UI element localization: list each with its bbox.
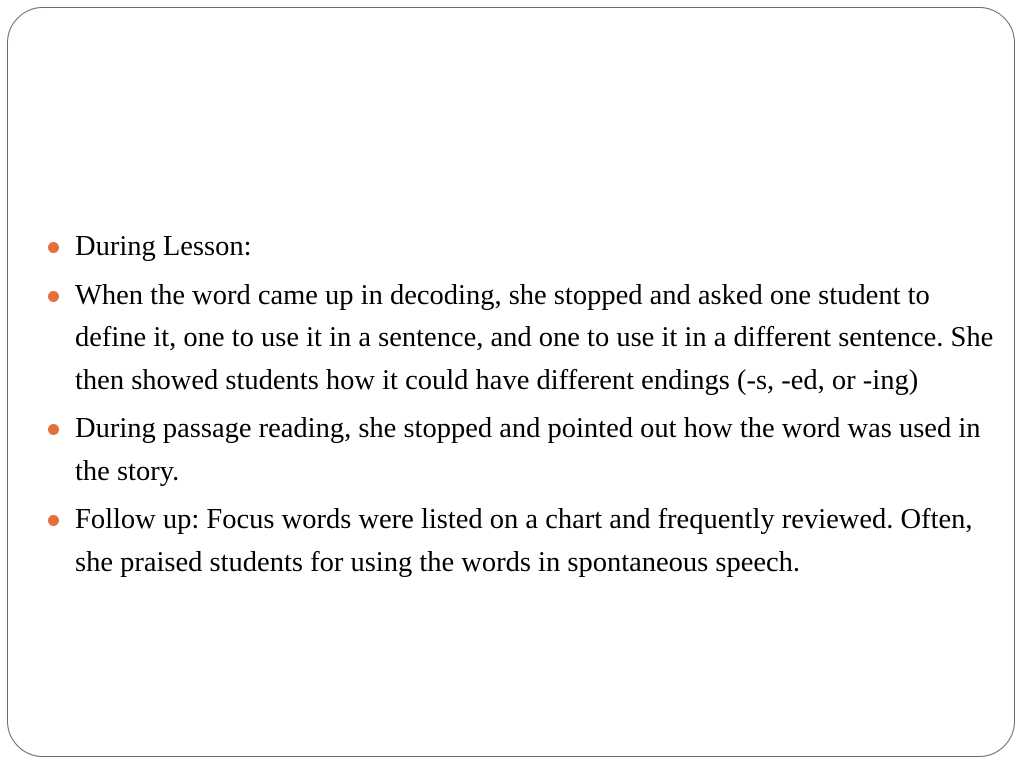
bullet-text: Follow up: Focus words were listed on a chart and frequently reviewed. Often, she praised students for using the words in spontaneous speech. [75,504,973,578]
bullet-item-follow-up [48,499,1008,584]
bullet-text: During Lesson: [75,231,252,262]
bullet-dot-icon [48,515,59,526]
bullet-item-passage-reading [48,408,1008,493]
bullet-dot-icon [48,242,59,253]
bullet-dot-icon [48,291,59,302]
bullet-list [48,226,1008,590]
bullet-text: When the word came up in decoding, she stopped and asked one student to define it, one to use it in a sentence, and one to use it in a different sentence. She then showed students how it could have different endings (-s, -ed, or -ing) [75,279,994,396]
bullet-dot-icon [48,424,59,435]
slide-frame [7,7,1015,757]
bullet-text: During passage reading, she stopped and pointed out how the word was used in the story. [75,413,981,487]
bullet-item-decoding [48,275,1008,403]
bullet-item-during-lesson [48,226,1008,269]
